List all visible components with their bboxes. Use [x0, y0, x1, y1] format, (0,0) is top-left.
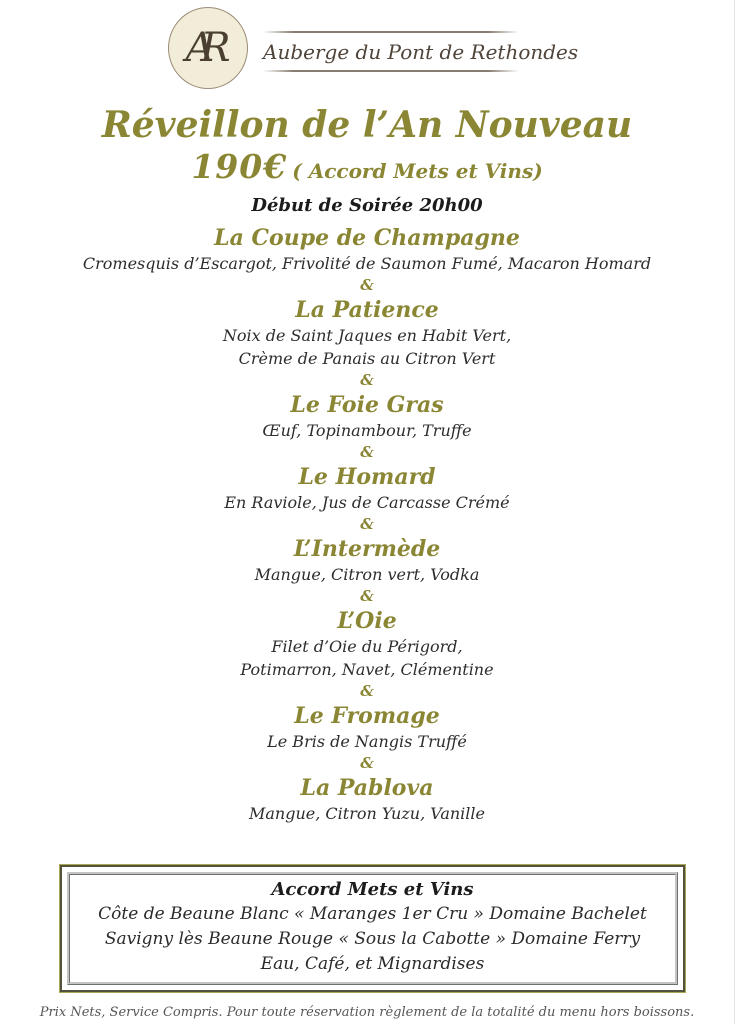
- menu-title: Réveillon de l’An Nouveau: [101, 104, 633, 146]
- menu-course: [0, 391, 734, 463]
- course-separator: &: [360, 587, 374, 605]
- price-line: [0, 146, 734, 194]
- course-description-line: Crème de Panais au Citron Vert: [238, 349, 496, 368]
- course-separator: &: [360, 754, 374, 772]
- restaurant-name-block: [263, 31, 579, 72]
- header: [0, 0, 734, 97]
- pairing-lines: [78, 902, 667, 977]
- course-description-line: Noix de Saint Jaques en Habit Vert,: [222, 326, 512, 345]
- course-description-line: Œuf, Topinambour, Truffe: [262, 421, 472, 440]
- menu-course: [0, 774, 734, 825]
- course-name: Le Homard: [298, 464, 436, 490]
- course-description-line: Mangue, Citron vert, Vodka: [254, 565, 480, 584]
- restaurant-logo: [168, 7, 248, 89]
- menu-course: [0, 224, 734, 296]
- footer-note: Prix Nets, Service Compris. Pour toute réservation règlement de la totalité du menu hors boissons.: [39, 1005, 695, 1020]
- course-name: Le Fromage: [294, 703, 440, 729]
- menu-course: [0, 296, 734, 391]
- pairing-line: Savigny lès Beaune Rouge « Sous la Cabotte » Domaine Ferry: [104, 929, 641, 949]
- course-separator: &: [360, 682, 374, 700]
- course-description-line: Mangue, Citron Yuzu, Vanille: [248, 804, 485, 823]
- pairing-box: [60, 865, 685, 992]
- course-name: L’Intermède: [293, 536, 441, 562]
- menu-course: [0, 535, 734, 607]
- course-separator: &: [360, 276, 374, 294]
- course-name: La Pablova: [300, 775, 434, 801]
- course-description-line: Cromesquis d’Escargot, Frivolité de Saumon Fumé, Macaron Homard: [82, 254, 652, 273]
- pairing-line: Côte de Beaune Blanc « Maranges 1er Cru » Domaine Bachelet: [98, 904, 647, 924]
- pairing-line: Eau, Café, et Mignardises: [260, 954, 485, 974]
- course-separator: &: [360, 515, 374, 533]
- course-description-line: Filet d’Oie du Périgord,: [271, 637, 463, 656]
- course-name: Le Foie Gras: [290, 392, 444, 418]
- restaurant-name: Auberge du Pont de Rethondes: [263, 40, 579, 64]
- course-description-line: Le Bris de Nangis Truffé: [267, 732, 467, 751]
- courses: [0, 224, 734, 825]
- header-rule-bottom: [263, 70, 519, 72]
- start-time: Début de Soirée 20h00: [251, 195, 483, 216]
- menu-price: 190€: [191, 147, 288, 186]
- menu-course: [0, 702, 734, 774]
- pairing-box-inner: [67, 872, 678, 985]
- course-name: L’Oie: [337, 608, 397, 634]
- course-separator: &: [360, 371, 374, 389]
- menu-course: [0, 463, 734, 535]
- course-name: La Patience: [295, 297, 439, 323]
- price-note: ( Accord Mets et Vins): [292, 159, 543, 183]
- course-description-line: En Raviole, Jus de Carcasse Crémé: [224, 493, 510, 512]
- pairing-title: Accord Mets et Vins: [271, 879, 474, 900]
- course-separator: &: [360, 443, 374, 461]
- course-name: La Coupe de Champagne: [214, 225, 520, 251]
- menu-course: [0, 607, 734, 702]
- course-description-line: Potimarron, Navet, Clémentine: [240, 660, 494, 679]
- logo-monogram: AR: [185, 25, 217, 71]
